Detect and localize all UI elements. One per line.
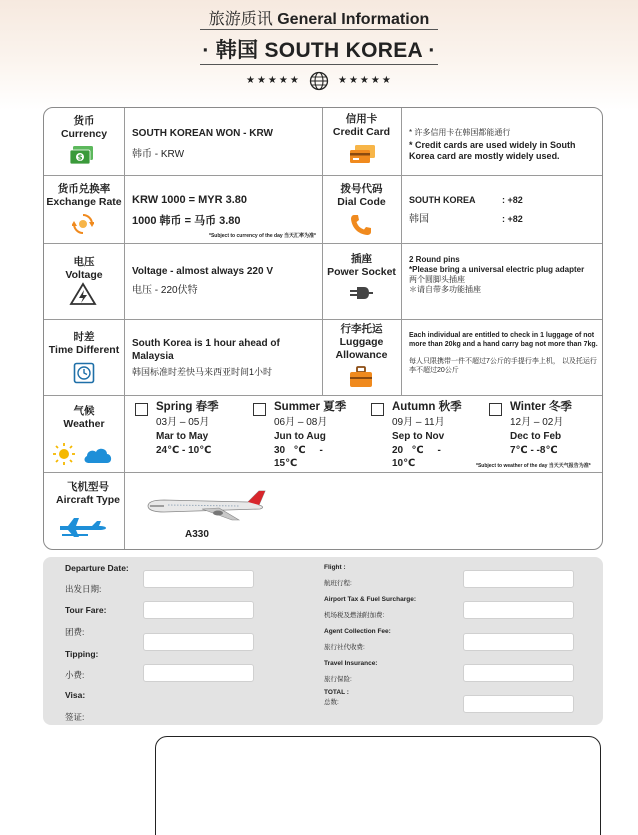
title-cn: 旅游质讯 [208,11,273,28]
total-label-cn: 总数: [324,699,339,706]
exchange-rate-label: 货币兑换率 Exchange Rate [46,183,122,208]
row-divider [44,175,603,176]
header-rule-bottom [200,64,438,65]
currency-label: 货币 Currency [60,115,108,140]
stars-right: ★★★★★ [338,75,393,86]
row-divider [44,319,603,320]
season-summer: Summer 夏季 06月 – 08月 Jun to Aug 30 ℃ - 15℃ [253,401,363,471]
power-line2: *Please bring a universal electric plug adapter [409,265,585,274]
header-rule-top [200,29,438,30]
flight-label-cn: 航班行程: [324,580,352,587]
exchange-value-en: KRW 1000 = MYR 3.80 [132,194,248,206]
aircraft-model: A330 [185,529,209,540]
airport-tax-label: Airport Tax & Fuel Surcharge: [324,596,416,603]
credit-card-note-cn: * 许多信用卡在韩国都能通行 [409,128,511,137]
dial-country-cn: 韩国 [409,214,429,225]
season-spring: Spring 春季 03月 – 05月 Mar to May 24℃ - 10℃ [135,401,245,461]
total-label: TOTAL : [324,689,349,696]
luggage-note-cn: 每人只限携带一件不超过7公斤的手提行李上机， 以及托运行李不超过20公斤 [409,358,597,374]
total-field[interactable] [463,695,574,713]
flight-label: Flight : [324,564,346,571]
autumn-checkbox[interactable] [371,403,384,416]
flight-field[interactable] [463,570,574,588]
time-value-cn: 韩国标准时差快马来西亚时间1小时 [132,367,273,377]
tour-fare-field-2[interactable] [143,633,254,651]
dial-code-cn: : +82 [502,214,523,224]
currency-value-en: SOUTH KOREAN WON - KRW [132,128,273,139]
power-line3: 两个圆脚头插座 [409,275,465,284]
clock-icon [73,362,95,384]
dial-code-label: 拨号代码 Dial Code [337,183,386,208]
high-voltage-icon [69,282,97,306]
header-stars [0,71,638,91]
voltage-value-en: Voltage - almost always 220 V [132,266,273,277]
winter-checkbox[interactable] [489,403,502,416]
stars-left: ★★★★★ [246,75,301,86]
departure-date-field[interactable] [143,570,254,588]
tipping-field[interactable] [143,664,254,682]
tour-fare-field[interactable] [143,601,254,619]
power-socket-label: 插座 Power Socket [327,253,396,278]
credit-card-note-en: * Credit cards are used widely in South Korea card are mostly widely used. [409,140,576,161]
sun-icon [52,442,76,466]
insurance-label: Travel Insurance: [324,660,378,667]
exchange-value-cn: 1000 韩币 = 马币 3.80 [132,215,241,227]
season-autumn: Autumn 秋季 09月 – 11月 Sep to Nov 20 ℃ - 10℃ [371,401,481,471]
luggage-note-en: Each individual are entitled to check in 1 luggage of not more than 20kg and a hand carry bag not more than 7kg. [409,332,598,348]
agent-fee-field[interactable] [463,633,574,651]
weather-label: 气候 Weather [63,405,105,430]
power-line4: ＊请自带多功能插座 [409,285,481,294]
money-icon [68,145,96,167]
voltage-value-cn: 电压 - 220伏特 [132,285,198,296]
insurance-label-cn: 旅行保险: [324,676,352,683]
currency-value-cn: 韩币 - KRW [132,149,185,160]
departure-date-label-cn: 出发日期: [65,584,102,594]
voltage-label: 电压 Voltage [65,256,103,281]
agent-fee-label-cn: 旅行社代收费: [324,644,365,651]
aircraft-image [144,488,269,522]
dial-code-en: : +82 [502,195,523,205]
globe-icon [309,71,329,91]
time-difference-label: 时差 Time Different [48,331,120,356]
summer-checkbox[interactable] [253,403,266,416]
season-winter: Winter 冬季 12月 – 02月 Dec to Feb 7℃ - -8℃ [489,401,599,461]
luggage-label: 行李托运 Luggage Allowance [335,323,388,361]
credit-card-icon [347,143,377,167]
page-title [0,6,638,29]
power-line1: 2 Round pins [409,255,460,264]
plug-icon [348,281,374,303]
info-grid [43,107,603,550]
col-divider [401,108,402,395]
title-en: General Information [277,11,430,28]
country-title: · 韩国 SOUTH KOREA · [202,39,436,62]
airplane-icon [58,514,108,538]
cloud-icon [82,445,114,465]
agent-fee-label: Agent Collection Fee: [324,628,391,635]
tour-fare-label: Tour Fare: [65,605,107,615]
page-header [0,0,638,100]
luggage-icon [348,365,374,389]
row-divider [44,243,603,244]
weather-footnote: *Subject to weather of the day 当天天气报告为准* [476,463,591,469]
spring-checkbox[interactable] [135,403,148,416]
credit-card-label: 信用卡 Credit Card [332,113,391,138]
dial-country-en: SOUTH KOREA [409,195,476,205]
tour-fare-label-cn: 团费: [65,627,85,637]
visa-label-cn: 签证: [65,712,85,722]
airport-tax-field[interactable] [463,601,574,619]
row-divider [44,472,603,473]
cost-form [43,557,603,725]
insurance-field[interactable] [463,664,574,682]
phone-icon [349,213,373,237]
airport-tax-label-cn: 机场税及燃油附加费: [324,612,385,619]
notes-box[interactable] [155,736,601,835]
departure-date-label: Departure Date: [65,563,129,573]
row-divider [44,395,603,396]
exchange-icon [72,213,94,235]
exchange-footnote: *Subject to currency of the day 当天汇率为准* [209,233,316,239]
time-value-en: South Korea is 1 hour ahead of Malaysia [132,338,280,362]
aircraft-label: 飞机型号 Aircraft Type [56,481,120,506]
svg-text:$: $ [77,153,83,162]
tipping-label-cn: 小费: [65,670,85,680]
tipping-label: Tipping: [65,649,99,659]
visa-label: Visa: [65,690,86,700]
